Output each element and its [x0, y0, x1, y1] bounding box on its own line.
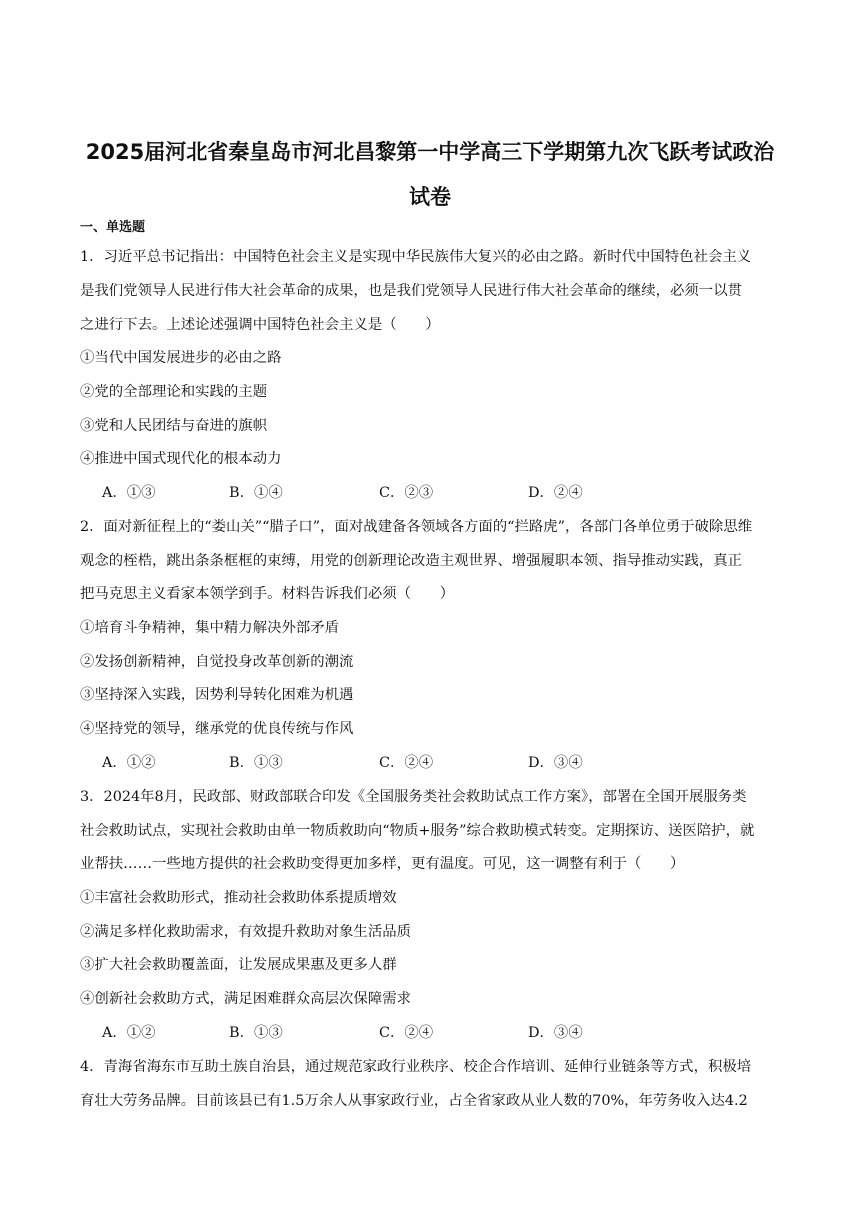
statement-option: ①当代中国发展进步的必由之路: [80, 350, 282, 366]
statement-option: ④推进中国式现代化的根本动力: [80, 451, 282, 467]
statement-option: ③党和人民团结与奋进的旗帜: [80, 418, 268, 434]
question-stem-line: 之进行下去。上述论述强调中国特色社会主义是（ ）: [80, 317, 440, 333]
question-stem-line: 育壮大劳务品牌。目前该县已有1.5万余人从事家政行业，占全省家政从业人数的70%，年劳务收入达4.2: [80, 1093, 748, 1109]
answer-choice-a: A．①②: [102, 755, 156, 771]
statement-option: ②发扬创新精神，自觉投身改革创新的潮流: [80, 654, 354, 670]
answer-choice-b: B．①③: [229, 1025, 283, 1041]
question-stem-line: 2．面对新征程上的“娄山关”“腊子口”，面对战建备各领域各方面的“拦路虎”，各部门各单位勇于破除思维: [80, 519, 753, 535]
answer-choice-d: D．③④: [528, 755, 583, 771]
answer-choice-c: C．②③: [379, 485, 434, 501]
answer-choice-d: D．②④: [528, 485, 583, 501]
statement-option: ②党的全部理论和实践的主题: [80, 384, 268, 400]
question-stem-line: 观念的桎梏，跳出条条框框的束缚，用党的创新理论改造主观世界、增强履职本领、指导推动实践，真正: [80, 553, 742, 569]
question-stem-line: 是我们党领导人民进行伟大社会革命的成果，也是我们党领导人民进行伟大社会革命的继续，必须一以贯: [80, 283, 742, 299]
answer-choice-b: B．①③: [229, 755, 283, 771]
exam-title-line-1: 2025届河北省秦皇岛市河北昌黎第一中学高三下学期第九次飞跃考试政治: [85, 140, 775, 164]
question-stem-line: 1．习近平总书记指出：中国特色社会主义是实现中华民族伟大复兴的必由之路。新时代中国特色社会主义: [80, 249, 752, 265]
answer-choice-b: B．①④: [229, 485, 283, 501]
statement-option: ④坚持党的领导，继承党的优良传统与作风: [80, 721, 354, 737]
statement-option: ③扩大社会救助覆盖面，让发展成果惠及更多人群: [80, 957, 397, 973]
answer-choice-a: A．①②: [102, 1025, 156, 1041]
exam-title-line-2: 试卷: [409, 185, 451, 209]
answer-choice-c: C．②④: [379, 1025, 434, 1041]
answer-choice-d: D．③④: [528, 1025, 583, 1041]
statement-option: ③坚持深入实践，因势利导转化困难为机遇: [80, 687, 354, 703]
statement-option: ②满足多样化救助需求，有效提升救助对象生活品质: [80, 924, 411, 940]
question-stem-line: 业帮扶……一些地方提供的社会救助变得更加多样，更有温度。可见，这一调整有利于（ ）: [80, 856, 685, 872]
section-heading: 一、单选题: [80, 220, 146, 235]
statement-option: ①培育斗争精神，集中精力解决外部矛盾: [80, 620, 340, 636]
question-stem-line: 把马克思主义看家本领学到手。材料告诉我们必须（ ）: [80, 586, 455, 602]
question-stem-line: 社会救助试点，实现社会救助由单一物质救助向“物质+服务”综合救助模式转变。定期探访、送医陪护，就: [80, 823, 755, 839]
question-stem-line: 4．青海省海东市互助土族自治县，通过规范家政行业秩序、校企合作培训、延伸行业链条等方式，积极培: [80, 1059, 752, 1075]
question-stem-line: 3．2024年8月，民政部、财政部联合印发《全国服务类社会救助试点工作方案》，部署在全国开展服务类: [80, 789, 747, 805]
answer-choice-c: C．②④: [379, 755, 434, 771]
answer-choice-a: A．①③: [102, 485, 156, 501]
statement-option: ④创新社会救助方式，满足困难群众高层次保障需求: [80, 991, 411, 1007]
statement-option: ①丰富社会救助形式，推动社会救助体系提质增效: [80, 890, 397, 906]
